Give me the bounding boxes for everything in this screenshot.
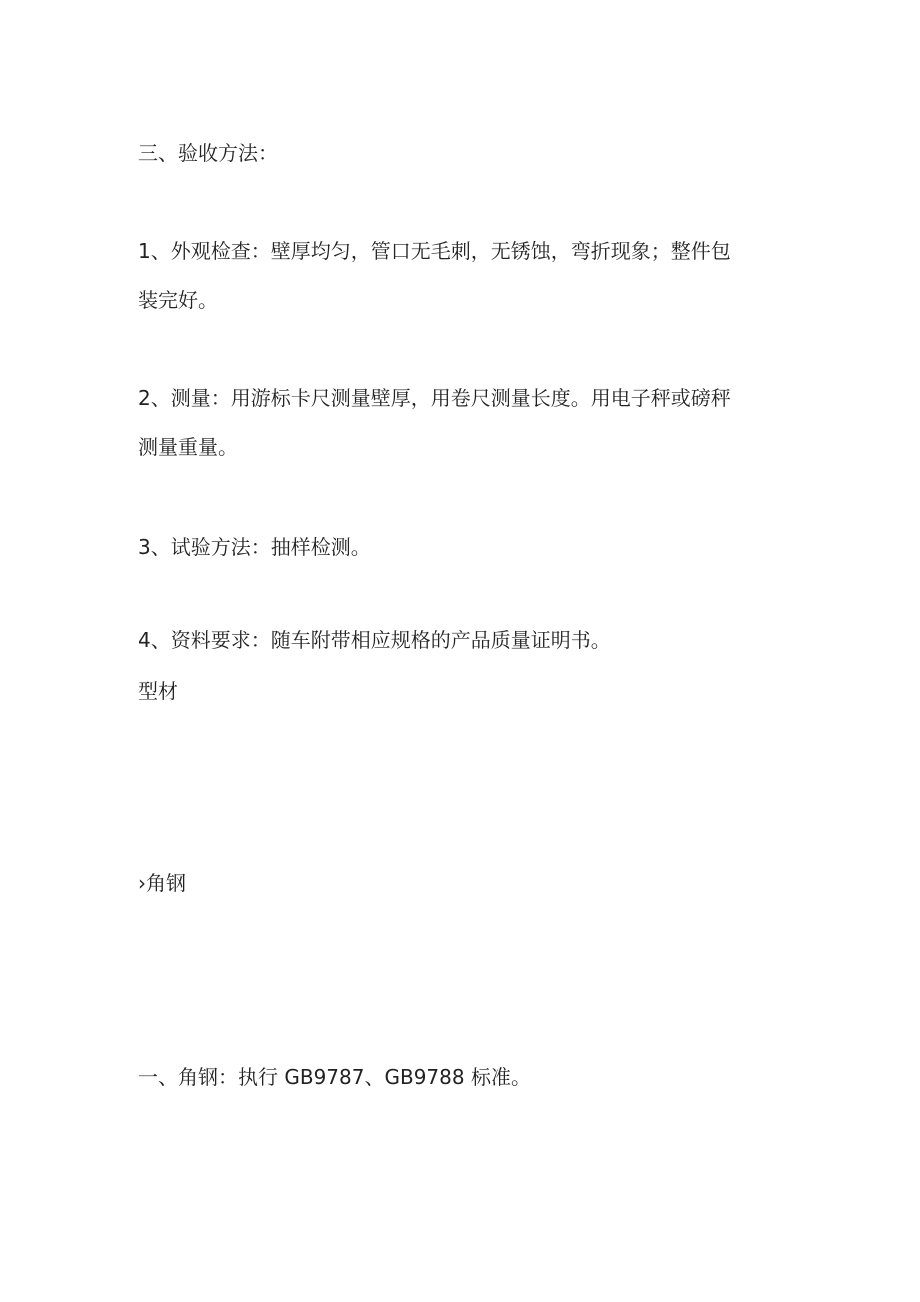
paragraph-test-method: 3、试验方法：抽样检测。 [138, 535, 371, 559]
paragraph-appearance-check-line-1: 1、外观检查：壁厚均匀，管口无毛刺，无锈蚀，弯折现象；整件包 [138, 239, 731, 263]
section-heading-profiles: 型材 [138, 679, 178, 703]
section-heading-acceptance-method: 三、验收方法： [138, 141, 278, 165]
paragraph-measurement-line-2: 测量重量。 [138, 435, 238, 459]
subheading-angle-steel: ›角钢 [138, 871, 186, 895]
paragraph-angle-steel-standard: 一、角钢：执行 GB9787、GB9788 标准。 [138, 1065, 531, 1089]
paragraph-measurement-line-1: 2、测量：用游标卡尺测量壁厚，用卷尺测量长度。用电子秤或磅秤 [138, 386, 731, 410]
paragraph-appearance-check-line-2: 装完好。 [138, 288, 218, 312]
paragraph-document-requirements: 4、资料要求：随车附带相应规格的产品质量证明书。 [138, 628, 611, 652]
